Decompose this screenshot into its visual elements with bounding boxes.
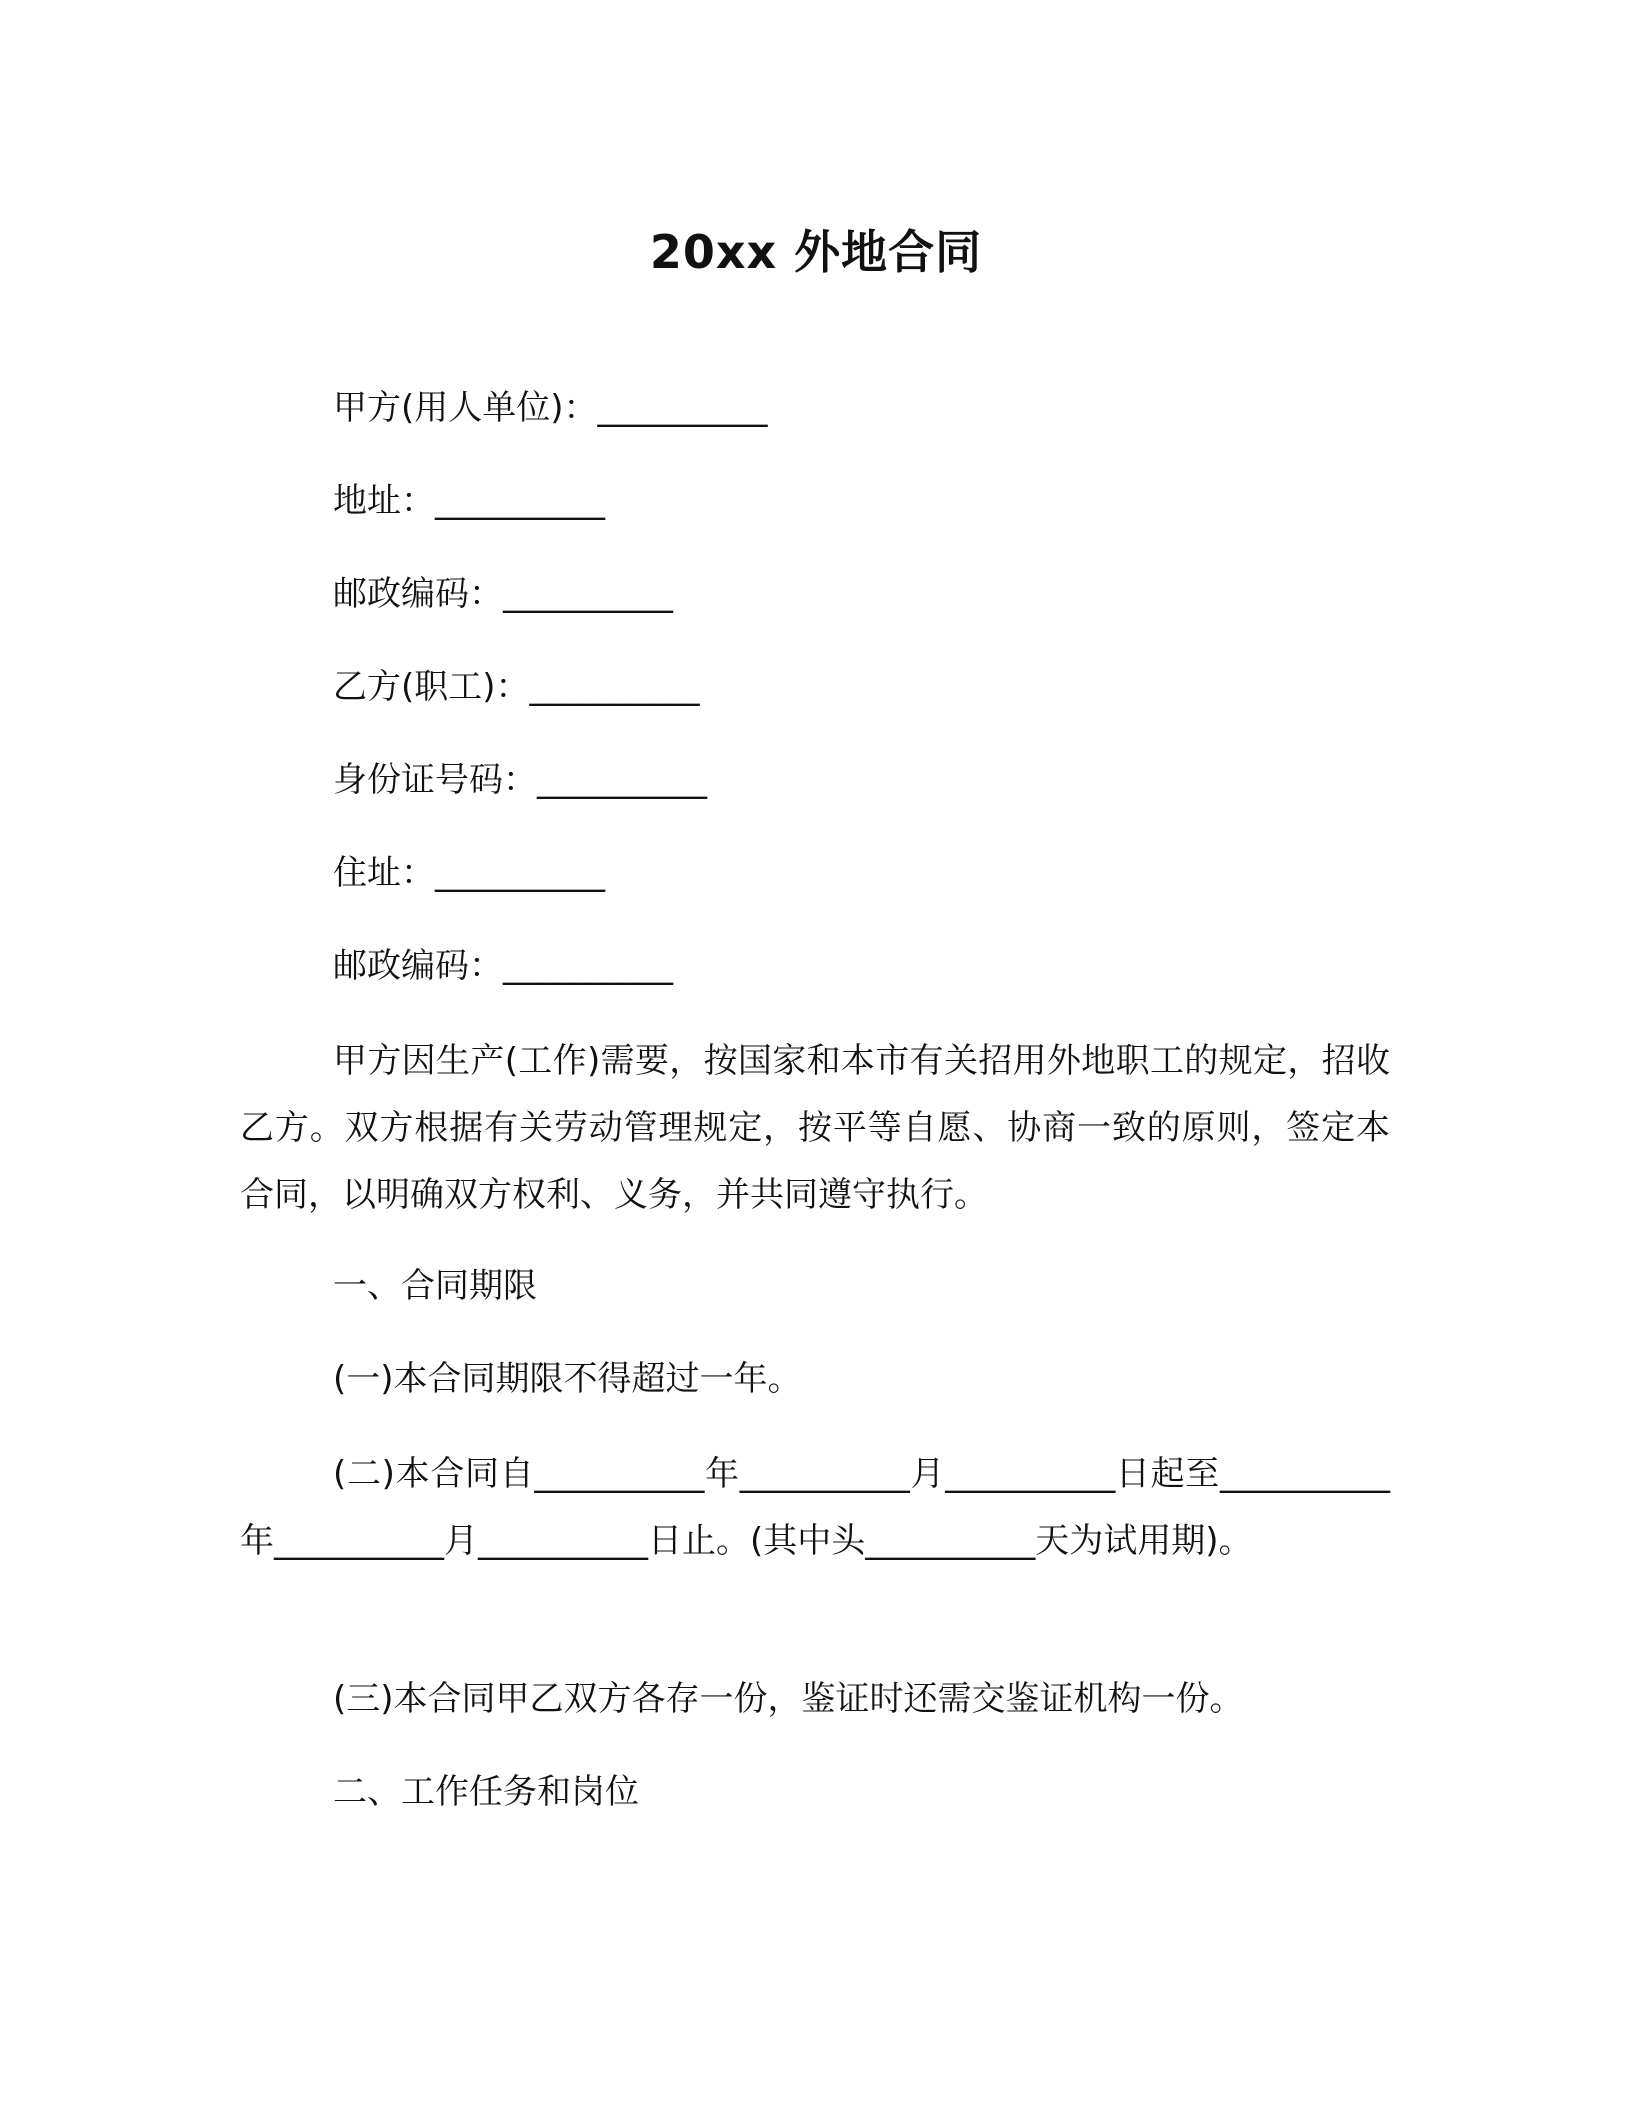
field-postal-code: 邮政编码：__________ <box>333 574 673 614</box>
field-employer: 甲方(用人单位)：__________ <box>333 388 768 428</box>
field-id-number: 身份证号码：__________ <box>333 760 707 800</box>
field-employee: 乙方(职工)：__________ <box>333 667 700 707</box>
field-address: 地址：__________ <box>333 481 605 521</box>
document-title: 20xx 外地合同 <box>649 225 983 279</box>
clause-term-dates: (二)本合同自__________年__________月__________日起至__________年__________月__________日止。(其中头__________天为试用期)。 <box>240 1454 1390 1561</box>
field-residence: 住址：__________ <box>333 853 605 893</box>
section-heading-duties: 二、工作任务和岗位 <box>333 1772 639 1812</box>
field-postal-code-2: 邮政编码：__________ <box>333 946 673 986</box>
clause-term-limit: (一)本合同期限不得超过一年。 <box>333 1359 802 1399</box>
intro-paragraph: 甲方因生产(工作)需要，按国家和本市有关招用外地职工的规定，招收乙方。双方根据有关劳动管理规定，按平等自愿、协商一致的原则，签定本合同，以明确双方权利、义务，并共同遵守执行。 <box>240 1041 1390 1215</box>
clause-copies: (三)本合同甲乙双方各存一份，鉴证时还需交鉴证机构一份。 <box>333 1679 1244 1719</box>
section-heading-term: 一、合同期限 <box>333 1266 537 1306</box>
